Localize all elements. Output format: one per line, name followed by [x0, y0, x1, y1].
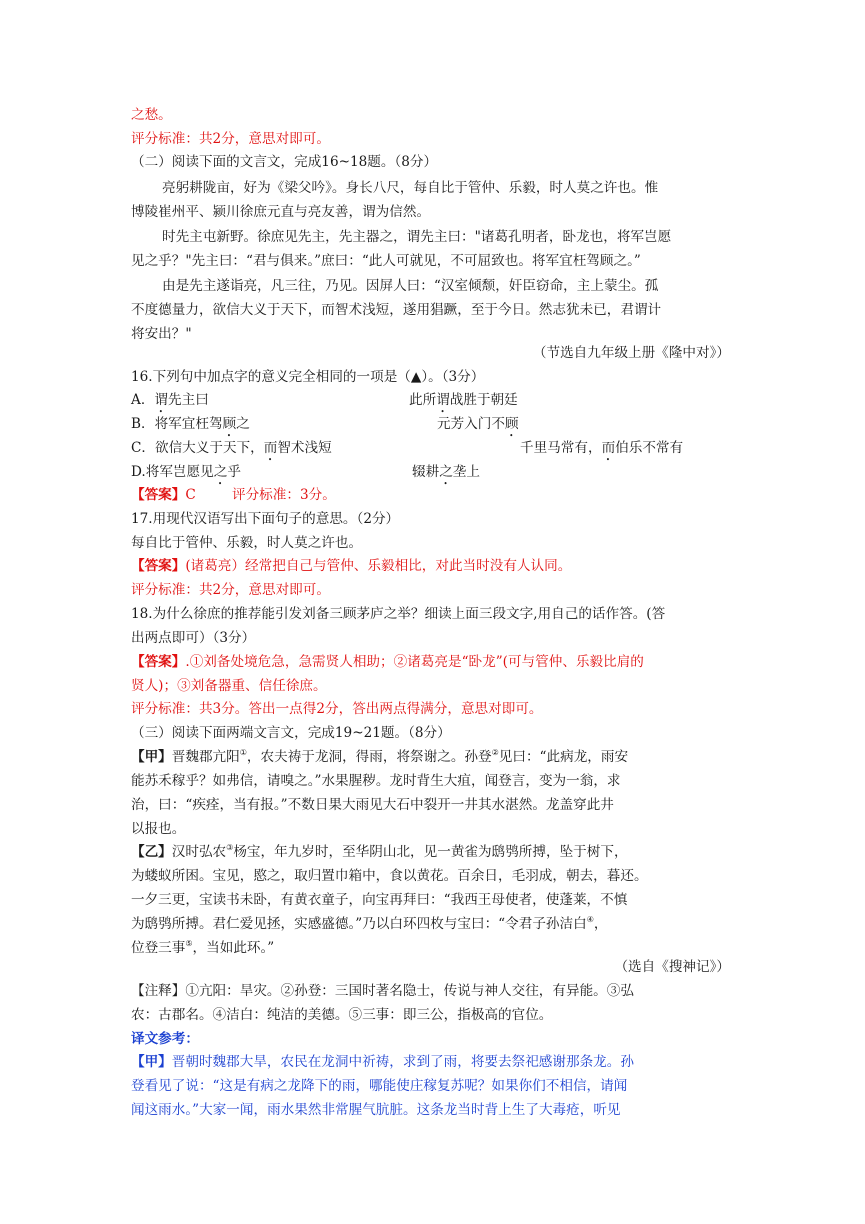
question-16: 16.下列句中加点字的意义完全相同的一项是（▲）。（3分） — [131, 369, 485, 385]
section-heading-3: （三）阅读下面两端文言文，完成19~21题。（8分） — [131, 725, 451, 741]
passage-line: 以报也。 — [131, 821, 186, 837]
passage-line: 亮躬耕陇亩，好为《梁父吟》。身长八尺，每自比于管仲、乐毅，时人莫之许也。惟 — [162, 180, 659, 196]
question-18-cont: 出两点即可）（3分） — [131, 630, 256, 646]
passage-line: 一夕三更，宝读书未卧，有黄衣童子，向宝再拜曰：“我西王母使者，使蓬莱，不慎 — [131, 892, 628, 908]
question-17-sentence: 每自比于管仲、乐毅，时人莫之许也。 — [131, 535, 363, 551]
translation-line: 闻这雨水。”大家一闻，雨水果然非常腥气肮脏。这条龙当时背上生了大毒疮，听见 — [131, 1102, 621, 1118]
passage-line: 为蝼蚁所困。宝见，愍之，取归置巾箱中，食以黄花。百余日，毛羽成，朝去，暮还。 — [131, 868, 648, 884]
section-heading-2: （二）阅读下面的文言文，完成16~18题。（8分） — [131, 154, 438, 170]
source-citation: （选自《搜神记》） — [614, 959, 730, 975]
passage-line: 为鸱鸮所搏。君仁爱见拯，实感盛德。”乃以白环四枚与宝曰：“令君子孙洁白④， — [131, 915, 608, 932]
option-a: A．谓先主曰 此所谓战胜于朝廷 — [131, 392, 518, 408]
translation-jia: 【甲】晋朝时魏郡大旱，农民在龙洞中祈祷，求到了雨，将要去祭祀感谢那条龙。孙 — [131, 1054, 634, 1070]
option-c: C．欲信大义于天下，而智术浅短 千里马常有，而伯乐不常有 — [131, 440, 684, 456]
option-b: B．将军宜枉驾顾之 元芳入门不顾 — [131, 416, 519, 432]
scoring-standard: 评分标准：共2分，意思对即可。 — [131, 131, 330, 147]
source-citation: （节选自九年级上册《隆中对》） — [532, 345, 730, 361]
option-d: D.将军岂愿见之乎 辍耕之垄上 — [131, 464, 480, 480]
answer-18-cont: 贤人)；③刘备器重、信任徐庶。 — [131, 678, 327, 694]
passage-line: 不度德量力，欲信大义于天下，而智术浅短，遂用猖蹶，至于今日。然志犹未已，君谓计 — [131, 302, 662, 318]
passage-line: 博陵崔州平、颍川徐庶元直与亮友善，谓为信然。 — [131, 204, 431, 220]
answer-18: 【答案】.①刘备处境危急，急需贤人相助；②诸葛亮是“卧龙”(可与管仲、乐毅比肩的 — [131, 654, 644, 670]
passage-line: 治，曰：“疾痊，当有报。”不数日果大雨见大石中裂开一井其水湛然。龙盖穿此井 — [131, 797, 614, 813]
scoring-standard: 评分标准：共2分，意思对即可。 — [131, 582, 330, 598]
passage-line: 将安出？" — [131, 326, 192, 342]
answer-17: 【答案】(诸葛亮）经常把自己与管仲、乐毅相比，对此当时没有人认同。 — [131, 558, 572, 574]
notes: 【注释】①亢阳：旱灾。②孙登：三国时著名隐士，传说与神人交往，有异能。③弘 — [131, 983, 634, 999]
passage-line: 见之乎？"先主曰：“君与俱来。”庶曰：“此人可就见，不可屈致也。将军宜枉驾顾之。” — [131, 253, 641, 269]
translation-line: 登看见了说：“这是有病之龙降下的雨，哪能使庄稼复苏呢？如果你们不相信，请闻 — [131, 1078, 628, 1094]
question-18: 18.为什么徐庶的推荐能引发刘备三顾茅庐之举？细读上面三段文字,用自己的话作答。(答 — [131, 606, 666, 622]
passage-line: 位登三事⑤，当如此环。” — [131, 939, 275, 956]
passage-line: 由是先主遂诣亮，凡三往，乃见。因屏人曰：“汉室倾颓，奸臣窃命，主上蒙尘。孤 — [162, 278, 659, 294]
notes-cont: 农：古郡名。④洁白：纯洁的美德。⑤三事：即三公，指极高的官位。 — [131, 1007, 553, 1023]
passage-line: 能苏禾稼乎？如弗信，请嗅之。”水果腥秽。龙时背生大疽，闻登言，变为一翁，求 — [131, 773, 621, 789]
prev-answer-tail: 之愁。 — [131, 107, 172, 123]
scoring-standard: 评分标准：共3分。答出一点得2分，答出两点得满分，意思对即可。 — [131, 701, 543, 717]
translation-heading: 译文参考： — [131, 1031, 199, 1047]
passage-jia: 【甲】晋魏郡亢阳①，农夫祷于龙洞，得雨，将祭谢之。孙登②见曰：“此病龙，雨安 — [131, 748, 629, 765]
passage-yi: 【乙】汉时弘农③杨宝，年九岁时，至华阴山北，见一黄雀为鸱鸮所搏，坠于树下， — [131, 843, 628, 860]
question-17: 17.用现代汉语写出下面句子的意思。（2分） — [131, 511, 400, 527]
passage-line: 时先主屯新野。徐庶见先主，先主器之，谓先主曰："诸葛孔明者，卧龙也，将军岂愿 — [162, 229, 672, 245]
answer-16: 【答案】C 评分标准：3分。 — [131, 487, 336, 503]
